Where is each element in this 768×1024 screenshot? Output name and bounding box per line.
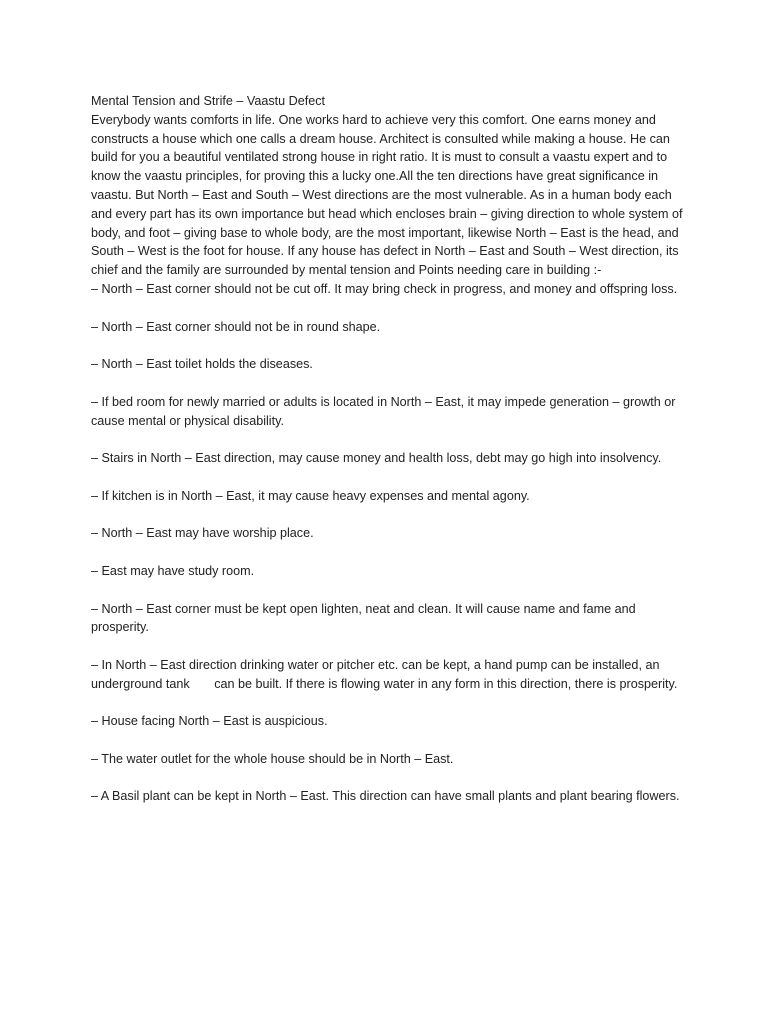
point-item: – If kitchen is in North – East, it may cause heavy expenses and mental agony. [91, 488, 530, 503]
point-item: – North – East corner should not be cut off. It may bring check in progress, and money and offspring loss. [91, 281, 678, 296]
point-item: – Stairs in North – East direction, may cause money and health loss, debt may go high into insolvency. [91, 451, 662, 466]
document-title: Mental Tension and Strife – Vaastu Defect [91, 94, 326, 108]
point-item: – The water outlet for the whole house should be in North – East. [91, 751, 454, 766]
point-item: – North – East corner must be kept open lighten, neat and clean. It will cause name and fame and prosperity. [91, 601, 640, 635]
point-item: – If bed room for newly married or adults is located in North – East, it may impede generation – growth or cause mental or physical disability. [91, 394, 679, 428]
intro-paragraph: Everybody wants comforts in life. One works hard to achieve very this comfort. One earns money and constructs a house which one calls a dream house. Architect is consulted while making a house. He can build for you a beautiful ventilated strong house in right ratio. It is must to consult a vaastu expert and to know the vaastu principles, for proving this a lucky one.All the ten directions have great significance in vaastu. But North – East and South – West directions are the most vulnerable. As in a human body each and every part has its own importance but head which encloses brain – giving direction to whole system of body, and foot – giving base to whole body, are the most important, likewise North – East is the head, and South – West is the foot for house. If any house has defect in North – East and South – West direction, its chief and the family are surrounded by mental tension and Points needing care in building :- [91, 112, 687, 278]
point-item: – North – East toilet holds the diseases. [91, 357, 313, 372]
point-item: – House facing North – East is auspicious. [91, 714, 328, 729]
point-item: – North – East corner should not be in round shape. [91, 319, 381, 334]
document-page [91, 92, 691, 806]
point-item: – North – East may have worship place. [91, 526, 314, 541]
point-item: – East may have study room. [91, 563, 255, 578]
point-item: – A Basil plant can be kept in North – East. This direction can have small plants and plant bearing flowers. [91, 789, 680, 804]
point-item: – In North – East direction drinking water or pitcher etc. can be kept, a hand pump can be installed, an underground tank can be built. If there is flowing water in any form in this direction, there is prosperity. [91, 657, 678, 691]
